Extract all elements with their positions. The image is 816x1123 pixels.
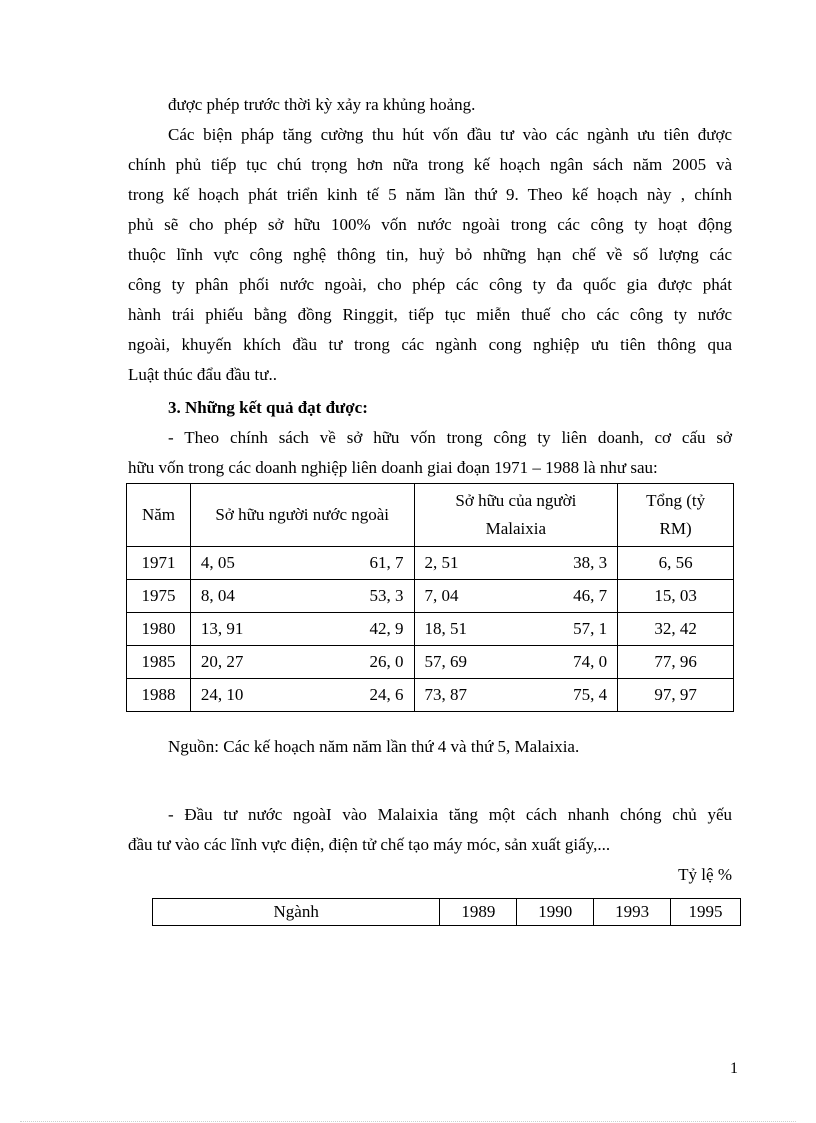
foreign-percent: 53, 3 [369,586,404,605]
table-row [127,547,734,580]
paragraph-intro [128,90,732,120]
page-number: 1 [730,1060,738,1077]
table-row [127,679,734,712]
table-header-row [153,899,741,926]
source-note: Nguồn: Các kế hoạch năm năm lần thứ 4 và thứ 5, Malaixia. [168,737,580,756]
foreign-percent: 61, 7 [369,553,404,572]
text-line: Luật thúc đẩu đầu tư.. [128,365,277,384]
page-bottom-divider [20,1121,796,1122]
text-line: - Đầu tư nước ngoàI vào Malaixia tăng một cách nhanh chóng chủ yếu [168,805,732,824]
cell-total: 97, 97 [618,679,734,712]
text-line: trong kế hoạch phát triển kinh tế 5 năm lần thứ 9. Theo kế hoạch này , chính [128,185,732,204]
malaysian-percent: 75, 4 [573,685,608,704]
paragraph-ownership-policy [128,423,732,483]
cell-foreign [190,613,414,646]
cell-year: 1988 [127,679,191,712]
text-line: thuộc lĩnh vực công nghệ thông tin, huỷ bỏ những hạn chế về số lượng các [128,245,732,264]
header-year-1989: 1989 [440,899,517,926]
malaysian-value: 57, 69 [424,652,468,671]
cell-year: 1971 [127,547,191,580]
cell-foreign [190,580,414,613]
text-line: đầu tư vào các lĩnh vực điện, điện tử chế tạo máy móc, sản xuất giấy,... [128,835,611,854]
text-line: Các biện pháp tăng cường thu hút vốn đầu tư vào các ngành ưu tiên được [168,125,732,144]
paragraph-foreign-investment [128,800,732,860]
section-heading: 3. Những kết quả đạt được: [168,398,368,417]
text-line: - Theo chính sách về sở hữu vốn trong công ty liên doanh, cơ cấu sở [168,428,732,447]
header-foreign-ownership: Sở hữu người nước ngoài [190,484,414,547]
ownership-table [126,483,734,712]
foreign-value: 8, 04 [200,586,235,605]
cell-malaysian [414,646,618,679]
foreign-percent: 42, 9 [369,619,404,638]
text-line: chính phủ tiếp tục chú trọng hơn nữa trong kế hoạch ngân sách năm 2005 và [128,155,732,174]
header-total-line1: Tổng (tỷ [646,491,706,510]
malaysian-value: 2, 51 [424,553,459,572]
text-line: hành trái phiếu bằng đồng Ringgit, tiếp tục miễn thuế cho các công ty nước [128,305,732,324]
foreign-value: 4, 05 [200,553,235,572]
header-malaysian-ownership [414,484,618,547]
text-line: phủ sẽ cho phép sở hữu 100% vốn nước ngoài trong các công ty hoạt động [128,215,732,234]
foreign-value: 13, 91 [200,619,244,638]
header-year-1990: 1990 [517,899,594,926]
malaysian-value: 7, 04 [424,586,459,605]
header-year-1993: 1993 [594,899,671,926]
unit-label: Tỷ lệ % [678,865,732,884]
malaysian-percent: 57, 1 [573,619,608,638]
foreign-value: 20, 27 [200,652,244,671]
foreign-percent: 24, 6 [369,685,404,704]
cell-malaysian [414,613,618,646]
cell-year: 1975 [127,580,191,613]
header-total-line2: RM) [659,519,692,538]
foreign-value: 24, 10 [200,685,244,704]
header-malay-line1: Sở hữu của người [455,491,577,510]
cell-total: 6, 56 [618,547,734,580]
cell-malaysian [414,580,618,613]
header-year: Năm [127,484,191,547]
table-row [127,613,734,646]
table-row [127,580,734,613]
malaysian-percent: 38, 3 [573,553,608,572]
malaysian-value: 18, 51 [424,619,468,638]
cell-foreign [190,679,414,712]
paragraph-investment-measures [128,120,732,390]
table-header-row [127,484,734,547]
text-line: ngoài, khuyến khích đầu tư trong các ngành cong nghiệp ưu tiên thông qua [128,335,732,354]
cell-foreign [190,646,414,679]
foreign-percent: 26, 0 [369,652,404,671]
cell-foreign [190,547,414,580]
cell-malaysian [414,679,618,712]
cell-year: 1980 [127,613,191,646]
malaysian-value: 73, 87 [424,685,468,704]
cell-malaysian [414,547,618,580]
text-line: được phép trước thời kỳ xảy ra khủng hoảng. [168,95,476,114]
cell-total: 32, 42 [618,613,734,646]
header-malay-line2: Malaixia [485,519,547,538]
table-row [127,646,734,679]
header-total [618,484,734,547]
header-year-1995: 1995 [671,899,741,926]
cell-year: 1985 [127,646,191,679]
sector-table [152,898,741,926]
cell-total: 77, 96 [618,646,734,679]
text-line: công ty phân phối nước ngoài, cho phép các công ty đa quốc gia được phát [128,275,732,294]
header-sector: Ngành [153,899,440,926]
text-line: hữu vốn trong các doanh nghiệp liên doanh giai đoạn 1971 – 1988 là như sau: [128,458,658,477]
cell-total: 15, 03 [618,580,734,613]
malaysian-percent: 46, 7 [573,586,608,605]
malaysian-percent: 74, 0 [573,652,608,671]
